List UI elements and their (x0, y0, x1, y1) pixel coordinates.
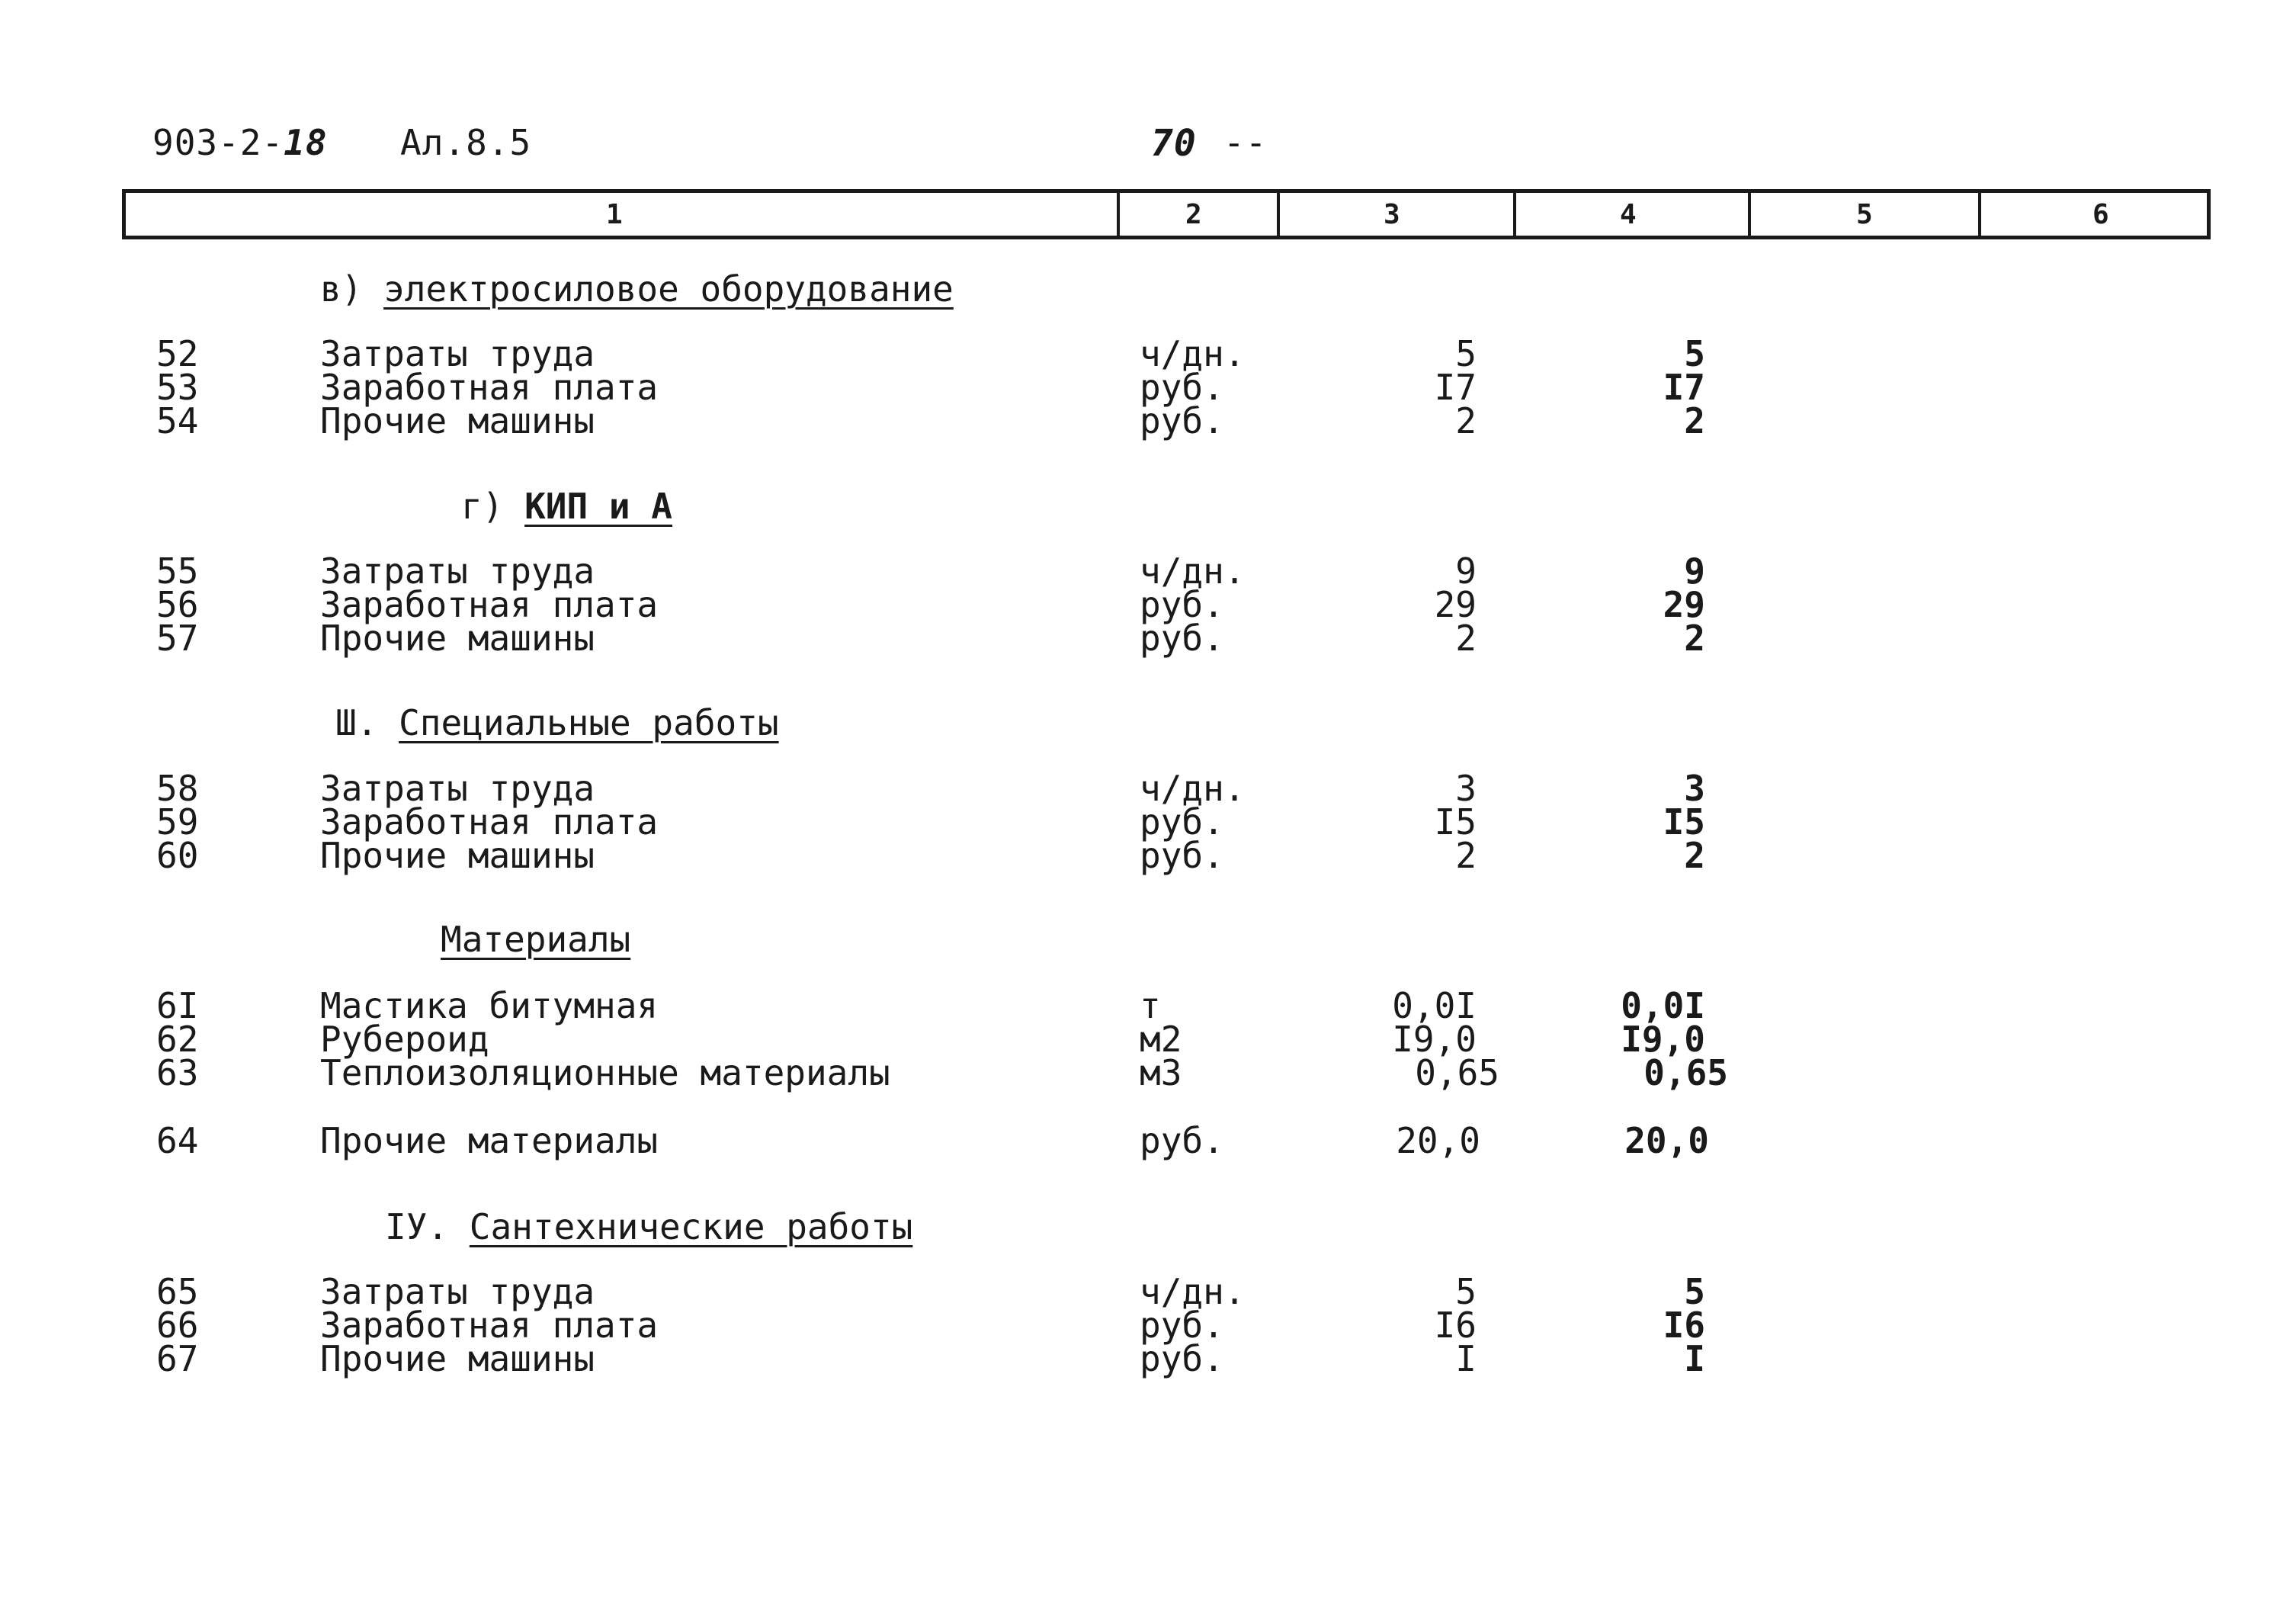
row-value-col3: 2 (1455, 618, 1477, 659)
column-divider (1513, 189, 1516, 239)
table-row (0, 1052, 2296, 1093)
row-value-col3: I9,0 (1392, 1019, 1477, 1060)
row-name: Затраты труда (320, 550, 595, 592)
table-row (0, 835, 2296, 876)
row-name: Заработная плата (320, 367, 659, 408)
page-number-dash: -- (1223, 122, 1268, 163)
row-number: 52 (156, 333, 199, 374)
row-number: 67 (156, 1338, 199, 1379)
section-prefix: Ш. (335, 702, 378, 743)
row-value-col3: 3 (1455, 768, 1477, 809)
row-unit: руб. (1140, 835, 1224, 876)
section-title (461, 486, 672, 527)
column-number-6: 6 (2092, 199, 2109, 230)
row-unit: ч/дн. (1140, 768, 1246, 809)
row-value-col3: 0,65 (1415, 1052, 1499, 1093)
row-value-col3: I5 (1434, 801, 1477, 843)
row-value-col3: 9 (1455, 550, 1477, 592)
column-divider (1978, 189, 1981, 239)
row-value-col4: 9 (1684, 550, 1705, 592)
row-number: 59 (156, 801, 199, 843)
row-name: Затраты труда (320, 768, 595, 809)
document-code-prefix: 903-2- (152, 122, 284, 163)
section-title (335, 702, 779, 743)
row-value-col3: I (1455, 1338, 1477, 1379)
row-unit: руб. (1140, 1338, 1224, 1379)
row-name: Заработная плата (320, 584, 659, 625)
row-value-col4: 0,65 (1643, 1052, 1728, 1093)
row-unit: руб. (1140, 1120, 1224, 1161)
row-name: Рубероид (320, 1019, 489, 1060)
row-value-col3: 29 (1434, 584, 1477, 625)
row-unit: ч/дн. (1140, 550, 1246, 592)
row-value-col4: I7 (1663, 367, 1705, 408)
row-value-col4: 29 (1663, 584, 1705, 625)
row-number: 54 (156, 400, 199, 441)
section-prefix: IУ. (385, 1206, 449, 1247)
row-name: Теплоизоляционные материалы (320, 1052, 890, 1093)
row-number: 57 (156, 618, 199, 659)
column-divider (1277, 189, 1280, 239)
table-row (0, 618, 2296, 659)
row-value-col4: I9,0 (1621, 1019, 1705, 1060)
section-name: Специальные работы (399, 702, 779, 743)
row-number: 63 (156, 1052, 199, 1093)
row-number: 62 (156, 1019, 199, 1060)
row-value-col4: I6 (1663, 1305, 1705, 1346)
row-value-col4: I (1684, 1338, 1705, 1379)
row-name: Прочие машины (320, 618, 595, 659)
section-prefix: в) (320, 268, 363, 310)
section-name: Материалы (441, 919, 631, 960)
row-name: Затраты труда (320, 1271, 595, 1312)
row-unit: руб. (1140, 400, 1224, 441)
row-value-col4: 2 (1684, 835, 1705, 876)
row-unit: ч/дн. (1140, 333, 1246, 374)
row-unit: м3 (1140, 1052, 1182, 1093)
row-value-col4: 2 (1684, 400, 1705, 441)
row-value-col3: I7 (1434, 367, 1477, 408)
row-name: Заработная плата (320, 1305, 659, 1346)
section-title (441, 919, 630, 960)
row-value-col4: 5 (1684, 1271, 1705, 1312)
row-value-col3: 5 (1455, 1271, 1477, 1312)
row-name: Прочие материалы (320, 1120, 659, 1161)
row-value-col3: I6 (1434, 1305, 1477, 1346)
section-name: Сантехнические работы (469, 1206, 913, 1247)
row-number: 60 (156, 835, 199, 876)
column-number-5: 5 (1856, 199, 1873, 230)
row-number: 53 (156, 367, 199, 408)
column-divider (1748, 189, 1751, 239)
sheet-label: Ал.8.5 (400, 122, 532, 163)
row-value-col3: 0,0I (1392, 985, 1477, 1026)
column-number-2: 2 (1185, 199, 1202, 230)
section-name: электросиловое оборудование (383, 268, 954, 310)
section-title (320, 268, 954, 310)
row-value-col3: 5 (1455, 333, 1477, 374)
row-unit: м2 (1140, 1019, 1182, 1060)
row-unit: т (1140, 985, 1161, 1026)
row-value-col3: 20,0 (1396, 1120, 1480, 1161)
row-number: 55 (156, 550, 199, 592)
section-prefix: г) (461, 486, 504, 527)
row-name: Заработная плата (320, 801, 659, 843)
row-value-col4: 2 (1684, 618, 1705, 659)
row-value-col4: I5 (1663, 801, 1705, 843)
row-name: Прочие машины (320, 400, 595, 441)
row-unit: руб. (1140, 584, 1224, 625)
row-number: 6I (156, 985, 199, 1026)
row-name: Мастика битумная (320, 985, 659, 1026)
document-code-suffix: 18 (284, 122, 328, 163)
row-name: Затраты труда (320, 333, 595, 374)
row-unit: ч/дн. (1140, 1271, 1246, 1312)
row-value-col4: 0,0I (1621, 985, 1705, 1026)
row-unit: руб. (1140, 1305, 1224, 1346)
column-header-row (122, 189, 2211, 239)
row-unit: руб. (1140, 618, 1224, 659)
row-number: 58 (156, 768, 199, 809)
column-number-3: 3 (1384, 199, 1400, 230)
column-number-1: 1 (606, 199, 623, 230)
row-value-col3: 2 (1455, 400, 1477, 441)
row-number: 66 (156, 1305, 199, 1346)
row-number: 65 (156, 1271, 199, 1312)
section-name: КИП и А (524, 486, 672, 527)
page-number: 70 (1151, 122, 1197, 165)
row-value-col4: 5 (1684, 333, 1705, 374)
row-value-col4: 3 (1684, 768, 1705, 809)
row-unit: руб. (1140, 801, 1224, 843)
row-name: Прочие машины (320, 835, 595, 876)
row-number: 64 (156, 1120, 199, 1161)
table-row (0, 1338, 2296, 1379)
table-row (0, 1120, 2296, 1161)
row-unit: руб. (1140, 367, 1224, 408)
section-title (385, 1206, 912, 1247)
column-divider (1117, 189, 1120, 239)
column-number-4: 4 (1620, 199, 1637, 230)
row-value-col4: 20,0 (1624, 1120, 1709, 1161)
table-row (0, 400, 2296, 441)
document-code (152, 122, 328, 163)
row-number: 56 (156, 584, 199, 625)
row-value-col3: 2 (1455, 835, 1477, 876)
row-name: Прочие машины (320, 1338, 595, 1379)
